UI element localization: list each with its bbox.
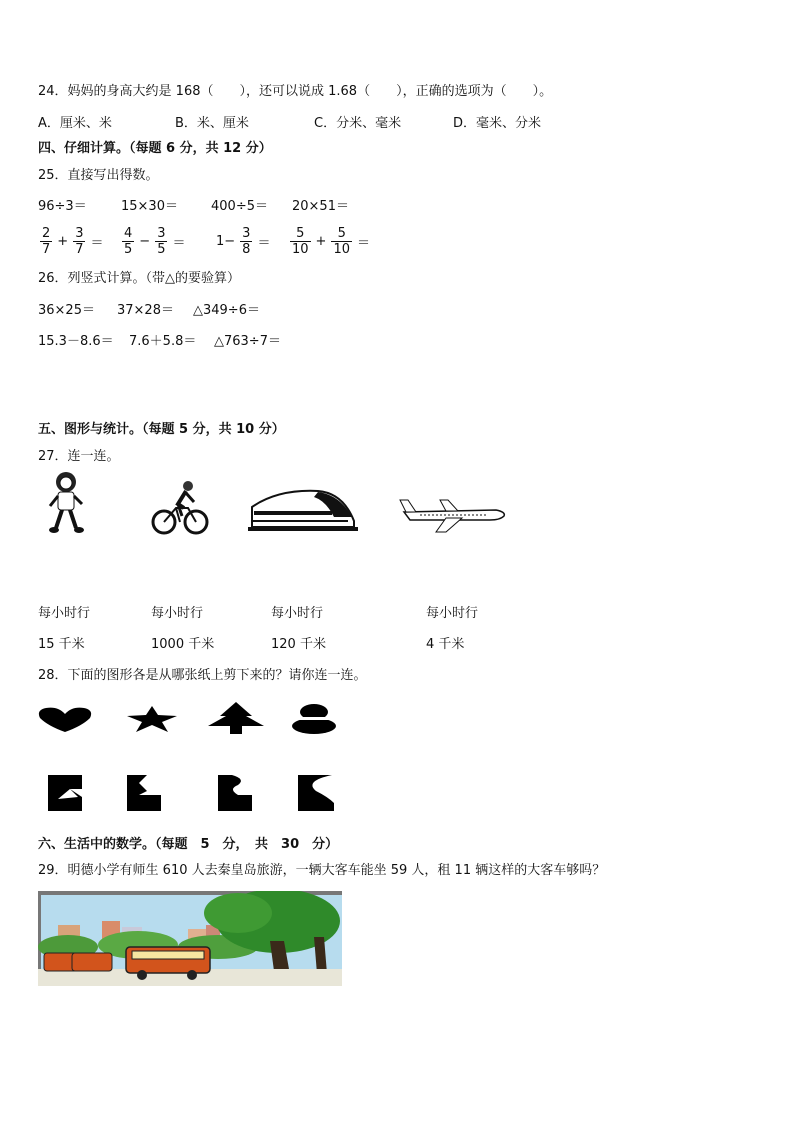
airplane-image [396,494,508,534]
heart-shape-icon [38,706,92,734]
q26-calc-4: 15.3－8.6＝ [38,334,114,349]
q25-calc-1: 96÷3＝ [38,199,87,214]
star-shape-icon [127,706,177,732]
q28-stem: 28．下面的图形各是从哪张纸上剪下来的？请你连一连。 [38,668,367,683]
arrow-tree-shape-icon [208,702,264,734]
q27-speed-1: 15 千米 [38,637,85,652]
q26-calc-6: △763÷7＝ [214,334,281,349]
q25-calc-2: 15×30＝ [121,199,178,214]
q25-stem: 25．直接写出得数。 [38,168,159,183]
walking-girl-image [44,470,92,534]
q27-speed-label-3: 每小时行 [271,606,324,621]
paper-4-icon [298,775,334,811]
q27-speed-label-4: 每小时行 [426,606,479,621]
q25-calc-4: 20×51＝ [292,199,349,214]
q26-calc-5: 7.6＋5.8＝ [129,334,197,349]
q27-speed-label-1: 每小时行 [38,606,91,621]
q24-option-d: D．毫米、分米 [453,116,542,131]
cyclist-image [150,478,210,538]
section4-title: 四、仔细计算。（每题 6 分，共 12 分） [38,141,272,156]
section5-title: 五、图形与统计。（每题 5 分，共 10 分） [38,422,285,437]
q26-stem: 26．列竖式计算。（带△的要验算） [38,271,241,286]
q25-fraction-2: 4 5 − $\frac{3}{5}$ ＝ [124,226,186,257]
q24-option-c: C．分米、毫米 [314,116,402,131]
high-speed-train-image [248,487,358,533]
q27-speed-label-2: 每小时行 [151,606,204,621]
q27-stem: 27．连一连。 [38,449,120,464]
q25-fraction-1: 2 7 + $\frac{3}{7}$ ＝ [42,226,104,257]
bus-trip-illustration [38,891,342,986]
q24-stem: 24．妈妈的身高大约是 168（ ），还可以说成 1.68（ ），正确的选项为（ ）。 [38,84,553,99]
q26-calc-2: 37×28＝ [117,303,174,318]
q24-option-b: B．米、厘米 [175,116,249,131]
q27-speed-2: 1000 千米 [151,637,215,652]
q25-fraction-3: 1− $\frac{3}{8}$ ＝ [216,226,271,257]
paper-3-icon [218,775,252,811]
paper-2-icon [127,775,161,811]
section6-title: 六、生活中的数学。（每题 5 分， 共 30 分） [38,837,339,852]
q27-speed-3: 120 千米 [271,637,326,652]
q25-fraction-4: 5 10 + $\frac{5}{10}$ ＝ [292,226,371,257]
q25-calc-3: 400÷5＝ [211,199,268,214]
q26-calc-3: △349÷6＝ [193,303,260,318]
q24-option-a: A．厘米、米 [38,116,112,131]
q26-calc-1: 36×25＝ [38,303,95,318]
q29-stem: 29．明德小学有师生 610 人去秦皇岛旅游，一辆大客车能坐 59 人，租 11 辆这样的大客车够吗？ [38,863,606,878]
paper-1-icon [48,775,82,811]
bubble-shape-icon [292,704,336,734]
q27-speed-4: 4 千米 [426,637,465,652]
